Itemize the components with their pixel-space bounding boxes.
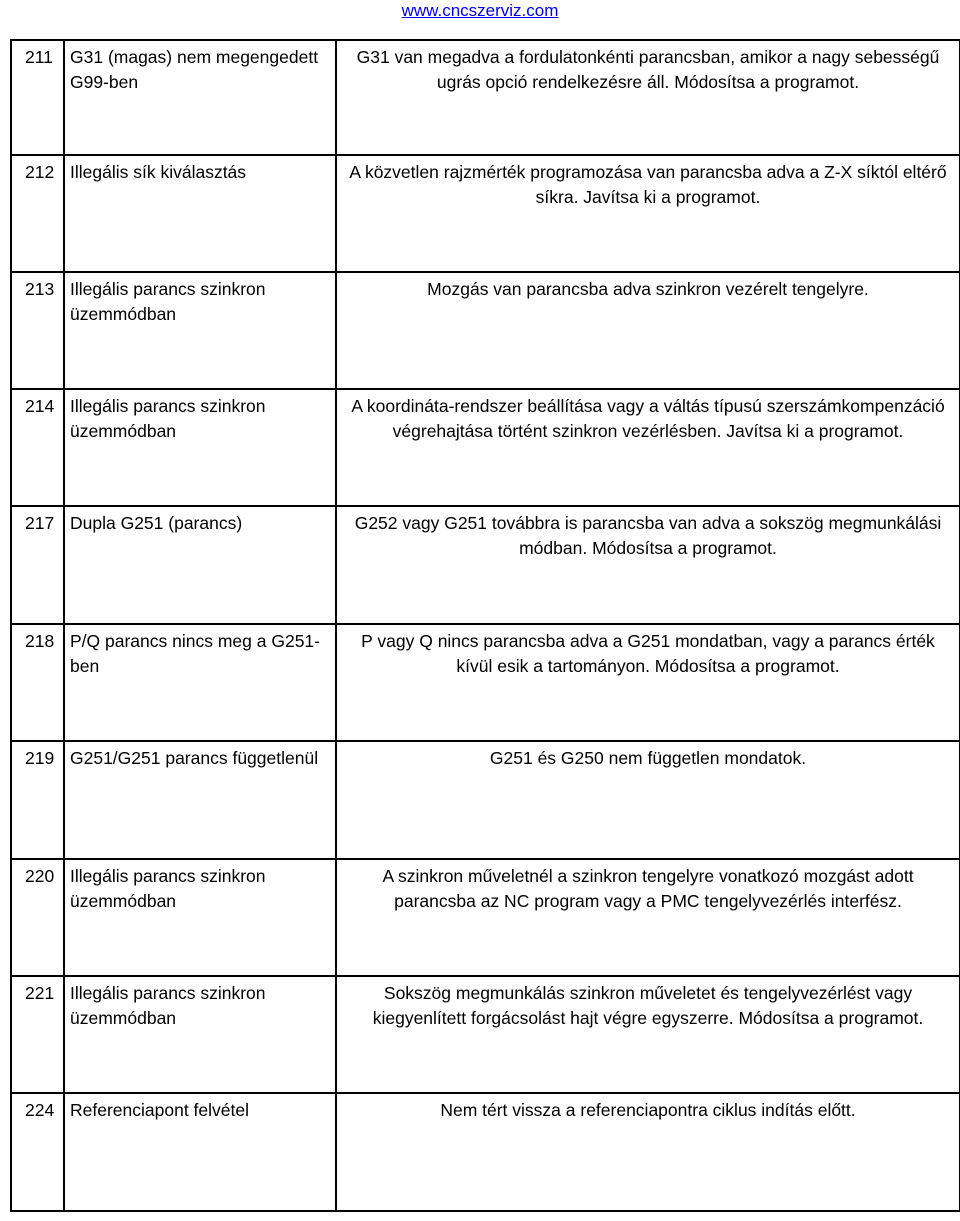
alarm-description: Sokszög megmunkálás szinkron műveletet és tengelyvezérlést vagy kiegyenlített forgácsolást hajt végre egyszerre. Módosítsa a programot. — [336, 976, 960, 1093]
alarm-description: G251 és G250 nem független mondatok. — [336, 741, 960, 859]
table-row — [11, 624, 960, 741]
alarm-description: A közvetlen rajzmérték programozása van parancsba adva a Z-X síktól eltérő síkra. Javítsa ki a programot. — [336, 155, 960, 272]
alarm-name: Referenciapont felvétel — [64, 1093, 336, 1211]
table-row — [11, 272, 960, 389]
table-row — [11, 506, 960, 624]
table-row — [11, 40, 960, 155]
alarm-description: A koordináta-rendszer beállítása vagy a váltás típusú szerszámkompenzáció végrehajtása történt szinkron vezérlésben. Javítsa ki a programot. — [336, 389, 960, 506]
alarm-description: A szinkron műveletnél a szinkron tengelyre vonatkozó mozgást adott parancsba az NC program vagy a PMC tengelyvezérlés interfész. — [336, 859, 960, 976]
alarm-code: 224 — [11, 1093, 64, 1211]
table-row — [11, 859, 960, 976]
alarm-name: G251/G251 parancs függetlenül — [64, 741, 336, 859]
alarm-code: 219 — [11, 741, 64, 859]
alarm-name: Illegális parancs szinkron üzemmódban — [64, 976, 336, 1093]
alarm-name: Dupla G251 (parancs) — [64, 506, 336, 624]
alarm-code: 211 — [11, 40, 64, 155]
alarm-description: P vagy Q nincs parancsba adva a G251 mondatban, vagy a parancs érték kívül esik a tartományon. Módosítsa a programot. — [336, 624, 960, 741]
table-row — [11, 741, 960, 859]
table-row — [11, 976, 960, 1093]
alarm-code: 213 — [11, 272, 64, 389]
alarm-code: 218 — [11, 624, 64, 741]
alarm-name: Illegális sík kiválasztás — [64, 155, 336, 272]
alarm-description: G252 vagy G251 továbbra is parancsba van adva a sokszög megmunkálási módban. Módosítsa a programot. — [336, 506, 960, 624]
alarm-description: Nem tért vissza a referenciapontra ciklus indítás előtt. — [336, 1093, 960, 1211]
alarm-code: 217 — [11, 506, 64, 624]
alarm-name: Illegális parancs szinkron üzemmódban — [64, 389, 336, 506]
alarm-code: 212 — [11, 155, 64, 272]
alarm-description: Mozgás van parancsba adva szinkron vezérelt tengelyre. — [336, 272, 960, 389]
site-link[interactable]: www.cncszerviz.com — [401, 1, 559, 20]
alarm-code: 221 — [11, 976, 64, 1093]
table-row — [11, 1093, 960, 1211]
alarm-code: 220 — [11, 859, 64, 976]
table-row — [11, 389, 960, 506]
alarm-code-table — [10, 39, 960, 1212]
alarm-name: G31 (magas) nem megengedett G99-ben — [64, 40, 336, 155]
alarm-description: G31 van megadva a fordulatonkénti parancsban, amikor a nagy sebességű ugrás opció rendelkezésre áll. Módosítsa a programot. — [336, 40, 960, 155]
alarm-name: Illegális parancs szinkron üzemmódban — [64, 272, 336, 389]
alarm-name: Illegális parancs szinkron üzemmódban — [64, 859, 336, 976]
alarm-name: P/Q parancs nincs meg a G251-ben — [64, 624, 336, 741]
table-row — [11, 155, 960, 272]
alarm-code: 214 — [11, 389, 64, 506]
